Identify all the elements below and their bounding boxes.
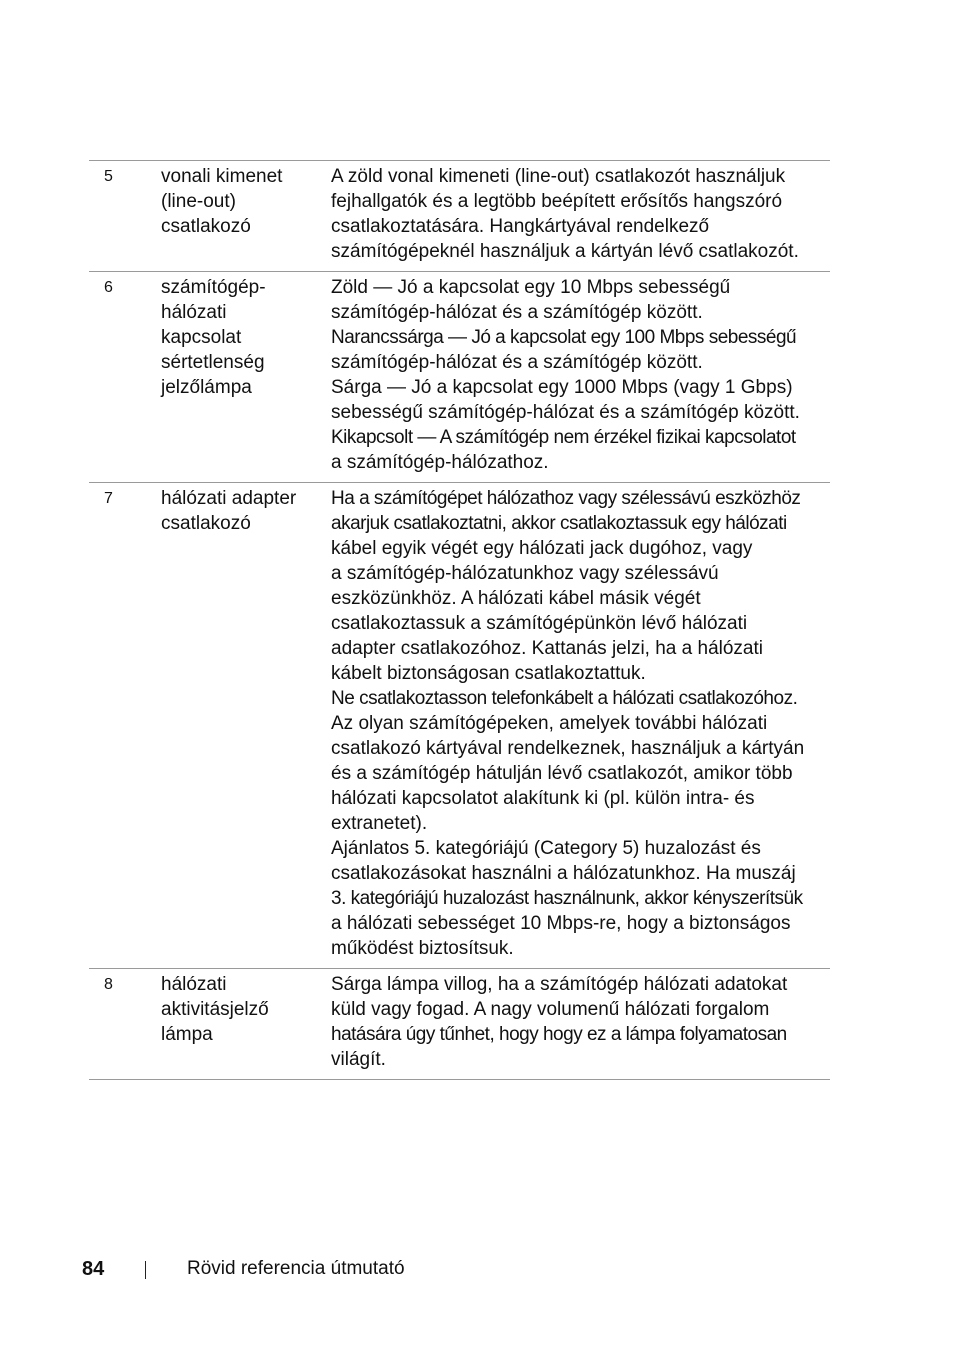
description-line: Narancssárga — Jó a kapcsolat egy 100 Mbps sebességű xyxy=(331,327,797,348)
item-name-line: jelzőlámpa xyxy=(161,377,252,398)
description-line: Ajánlatos 5. kategóriájú (Category 5) huzalozást és xyxy=(331,838,761,859)
description-line: hálózati kapcsolatot alakítunk ki (pl. külön intra- és xyxy=(331,788,755,809)
description-line: 3. kategóriájú huzalozást használnunk, akkor kényszerítsük xyxy=(331,888,803,909)
description-line: extranetet). xyxy=(331,813,428,834)
item-name-line: hálózati xyxy=(161,302,227,323)
item-name-line: sértetlenség xyxy=(161,352,265,373)
item-name-line: (line-out) xyxy=(161,191,236,212)
description-line: hatására úgy tűnhet, hogy hogy ez a lámpa folyamatosan xyxy=(331,1024,787,1045)
description-line: számítógép-hálózat és a számítógép között. xyxy=(331,302,703,323)
description-line: csatlakozó kártyával rendelkeznek, használjuk a kártyán xyxy=(331,738,805,759)
description-line: eszközünkhöz. A hálózati kábel másik végét xyxy=(331,588,701,609)
item-description xyxy=(331,969,830,1080)
description-line: Sárga lámpa villog, ha a számítógép hálózati adatokat xyxy=(331,974,788,995)
description-line: csatlakoztatására. Hangkártyával rendelkező xyxy=(331,216,710,237)
description-line: a számítógép-hálózathoz. xyxy=(331,452,549,473)
description-line: Ne csatlakoztasson telefonkábelt a hálózati csatlakozóhoz. xyxy=(331,688,798,709)
row-number: 6 xyxy=(89,272,161,483)
description-line: számítógép-hálózat és a számítógép között. xyxy=(331,352,703,373)
item-description xyxy=(331,272,830,483)
item-name-line: csatlakozó xyxy=(161,216,251,237)
description-line: működést biztosítsuk. xyxy=(331,938,514,959)
description-line: fejhallgatók és a legtöbb beépített erősítős hangszóró xyxy=(331,191,783,212)
description-line: csatlakozásokat használni a hálózatunkhoz. Ha muszáj xyxy=(331,863,796,884)
description-line: kábelt biztonságosan csatlakoztattuk. xyxy=(331,663,646,684)
page-footer xyxy=(0,1256,954,1286)
item-name-line: csatlakozó xyxy=(161,513,251,534)
description-line: adapter csatlakozóhoz. Kattanás jelzi, ha a hálózati xyxy=(331,638,763,659)
item-name-line: lámpa xyxy=(161,1024,213,1045)
item-name xyxy=(161,161,331,272)
description-line: és a számítógép hátulján lévő csatlakozót, amikor több xyxy=(331,763,793,784)
description-line: A zöld vonal kimeneti (line-out) csatlakozót használjuk xyxy=(331,166,786,187)
footer-title: Rövid referencia útmutató xyxy=(187,1258,405,1279)
item-name xyxy=(161,969,331,1080)
table-row xyxy=(89,272,830,483)
description-line: a számítógép-hálózatunkhoz vagy szélessávú xyxy=(331,563,719,584)
item-name-line: hálózati xyxy=(161,974,227,995)
item-name-line: aktivitásjelző xyxy=(161,999,269,1020)
description-line: Zöld — Jó a kapcsolat egy 10 Mbps sebességű xyxy=(331,277,731,298)
description-line: kábel egyik végét egy hálózati jack dugóhoz, vagy xyxy=(331,538,753,559)
item-description xyxy=(331,483,830,969)
page-number: 84 xyxy=(82,1258,105,1280)
item-description xyxy=(331,161,830,272)
item-name-line: kapcsolat xyxy=(161,327,242,348)
description-line: küld vagy fogad. A nagy volumenű hálózati forgalom xyxy=(331,999,770,1020)
description-line: Ha a számítógépet hálózathoz vagy szélessávú eszközhöz xyxy=(331,488,801,509)
description-line: akarjuk csatlakoztatni, akkor csatlakoztassuk egy hálózati xyxy=(331,513,787,534)
row-number: 5 xyxy=(89,161,161,272)
description-line: Az olyan számítógépeken, amelyek további hálózati xyxy=(331,713,768,734)
description-line: számítógépeknél használjuk a kártyán lévő csatlakozót. xyxy=(331,241,799,262)
description-line: sebességű számítógép-hálózat és a számítógép között. xyxy=(331,402,800,423)
description-line: Sárga — Jó a kapcsolat egy 1000 Mbps (vagy 1 Gbps) xyxy=(331,377,793,398)
table-row xyxy=(89,969,830,1080)
row-number: 7 xyxy=(89,483,161,969)
description-line: a hálózati sebességet 10 Mbps-re, hogy a biztonságos xyxy=(331,913,791,934)
reference-table xyxy=(89,160,830,1080)
description-line: csatlakoztassuk a számítógépünkön lévő hálózati xyxy=(331,613,748,634)
item-name xyxy=(161,272,331,483)
footer-divider xyxy=(145,1261,146,1279)
table-row xyxy=(89,483,830,969)
item-name-line: hálózati adapter xyxy=(161,488,297,509)
item-name-line: számítógép- xyxy=(161,277,266,298)
item-name-line: vonali kimenet xyxy=(161,166,283,187)
table-row xyxy=(89,161,830,272)
description-line: világít. xyxy=(331,1049,386,1070)
row-number: 8 xyxy=(89,969,161,1080)
description-line: Kikapcsolt — A számítógép nem érzékel fizikai kapcsolatot xyxy=(331,427,796,448)
item-name xyxy=(161,483,331,969)
